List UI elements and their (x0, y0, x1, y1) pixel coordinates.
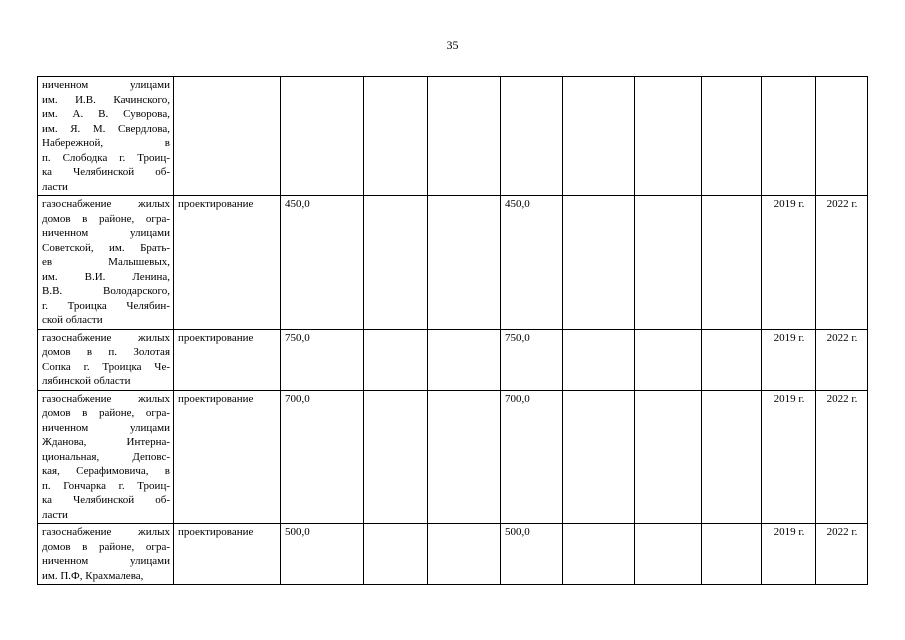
description-line: домов в районе, огра- (42, 540, 170, 553)
empty-cell (702, 196, 762, 330)
amount-cell: 450,0 (281, 196, 364, 330)
year-start-cell: 2019 г. (762, 524, 816, 585)
table-row (38, 77, 868, 196)
description-line: газоснабжение жилых (42, 331, 170, 344)
empty-cell (428, 77, 501, 196)
description-line: ской области (42, 314, 103, 326)
amount-repeat-cell: 700,0 (501, 390, 563, 524)
description-line: п. Гончарка г. Троиц- (42, 479, 170, 492)
year-end-cell: 2022 г. (816, 524, 868, 585)
empty-cell (428, 196, 501, 330)
description-line: ка Челябинской об- (42, 494, 170, 506)
description-line: домов в районе, огра- (42, 407, 170, 419)
empty-cell (563, 77, 635, 196)
empty-cell (364, 329, 428, 390)
empty-cell (702, 77, 762, 196)
empty-cell (364, 524, 428, 585)
amount-repeat-cell: 500,0 (501, 524, 563, 585)
description-line: домов в районе, огра- (42, 212, 170, 225)
empty-cell (702, 329, 762, 390)
description-line: Жданова, Интерна- (42, 436, 170, 448)
empty-cell (635, 524, 702, 585)
empty-cell (702, 390, 762, 524)
description-line: ка Челябинской об- (42, 166, 170, 178)
amount-cell (281, 77, 364, 196)
table-row (38, 390, 868, 524)
description-line: им. В.И. Ленина, (42, 270, 170, 283)
description-line: им. Я. М. Свердлова, (42, 122, 170, 135)
program-table (37, 76, 868, 585)
description-line: лябинской области (42, 375, 131, 387)
description-line: Советской, им. Брать- (42, 241, 170, 254)
amount-cell: 750,0 (281, 329, 364, 390)
year-end-cell: 2022 г. (816, 329, 868, 390)
year-start-cell: 2019 г. (762, 196, 816, 330)
year-start-cell (762, 77, 816, 196)
description-line: п. Слободка г. Троиц- (42, 151, 170, 164)
description-line: Набережной, в (42, 137, 170, 149)
description-line: газоснабжение жилых (42, 392, 170, 405)
year-start-cell: 2019 г. (762, 329, 816, 390)
description-line: домов в п. Золотая (42, 346, 170, 358)
empty-cell (364, 196, 428, 330)
activity-cell: проектирование (174, 329, 281, 390)
empty-cell (364, 390, 428, 524)
description-line: ласти (42, 180, 68, 193)
activity-cell: проектирование (174, 524, 281, 585)
year-end-cell: 2022 г. (816, 390, 868, 524)
empty-cell (635, 329, 702, 390)
empty-cell (635, 196, 702, 330)
description-line: ниченном улицами (42, 227, 170, 239)
year-start-cell: 2019 г. (762, 390, 816, 524)
empty-cell (563, 390, 635, 524)
description-line: им. И.В. Качинского, (42, 93, 170, 106)
description-line: ев Малышевых, (42, 256, 170, 268)
empty-cell (428, 524, 501, 585)
empty-cell (563, 524, 635, 585)
amount-repeat-cell: 450,0 (501, 196, 563, 330)
description-line: ниченном улицами (42, 555, 170, 567)
table-body (38, 77, 868, 585)
description-line: ниченном улицами (42, 79, 170, 91)
empty-cell (635, 390, 702, 524)
amount-cell: 700,0 (281, 390, 364, 524)
year-end-cell: 2022 г. (816, 196, 868, 330)
table-row (38, 524, 868, 585)
activity-cell: проектирование (174, 196, 281, 330)
empty-cell (563, 329, 635, 390)
activity-cell: проектирование (174, 390, 281, 524)
description-line: газоснабжение жилых (42, 526, 170, 538)
description-line: им. П.Ф, Крахмалева, (42, 569, 144, 582)
description-line: им. А. В. Суворова, (42, 108, 170, 120)
object-description-cell (38, 329, 174, 390)
object-description-cell (38, 390, 174, 524)
activity-cell (174, 77, 281, 196)
empty-cell (428, 390, 501, 524)
year-end-cell (816, 77, 868, 196)
empty-cell (702, 524, 762, 585)
description-line: газоснабжение жилых (42, 198, 170, 210)
table-row (38, 196, 868, 330)
empty-cell (635, 77, 702, 196)
description-line: ласти (42, 508, 68, 521)
object-description-cell (38, 524, 174, 585)
object-description-cell (38, 196, 174, 330)
object-description-cell (38, 77, 174, 196)
amount-repeat-cell (501, 77, 563, 196)
empty-cell (364, 77, 428, 196)
description-line: г. Троицка Челябин- (42, 299, 170, 312)
description-line: В.В. Володарского, (42, 285, 170, 297)
description-line: ниченном улицами (42, 421, 170, 434)
description-line: Сопка г. Троицка Че- (42, 360, 170, 373)
amount-repeat-cell: 750,0 (501, 329, 563, 390)
empty-cell (563, 196, 635, 330)
page-number: 35 (446, 38, 459, 52)
table-row (38, 329, 868, 390)
description-line: циональная, Деповс- (42, 450, 170, 463)
empty-cell (428, 329, 501, 390)
amount-cell: 500,0 (281, 524, 364, 585)
description-line: кая, Серафимовича, в (42, 465, 170, 477)
